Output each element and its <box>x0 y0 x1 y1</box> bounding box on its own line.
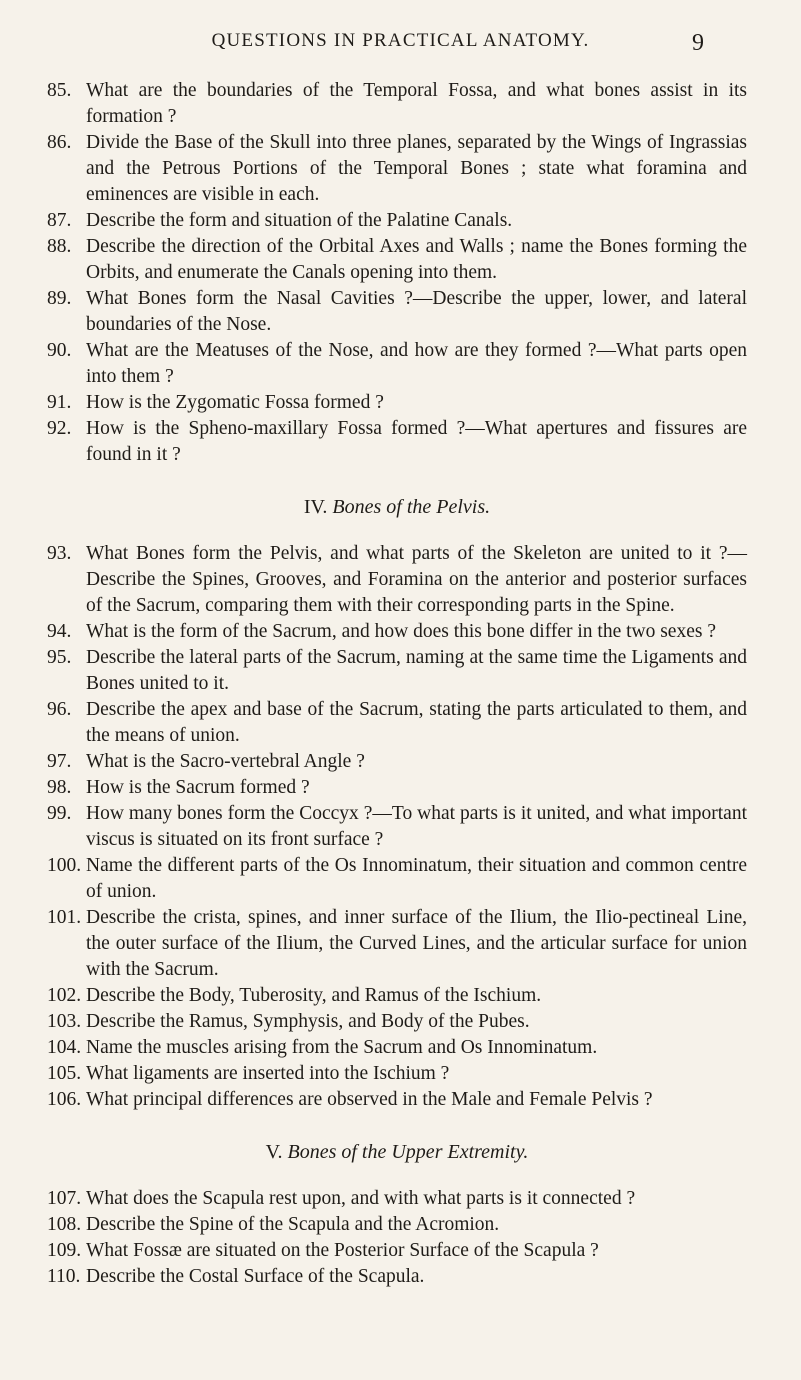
question-text: What Bones form the Nasal Cavities ?—Describe the upper, lower, and lateral boundaries of the Nose. <box>86 288 747 335</box>
question-text: Divide the Base of the Skull into three planes, separated by the Wings of Ingrassias and the Petrous Portions of the Temporal Bones ; state what foramina and eminences are visible in each. <box>86 132 747 205</box>
question-list-pelvis <box>47 541 747 1113</box>
section-numeral: V. <box>265 1141 283 1163</box>
question-number: 92. <box>47 418 72 439</box>
question-text: Describe the Spine of the Scapula and the Acromion. <box>86 1214 500 1235</box>
question-number: 103. <box>47 1011 82 1032</box>
question-93 <box>47 541 747 619</box>
question-text: What does the Scapula rest upon, and with what parts is it connected ? <box>86 1188 636 1209</box>
question-89 <box>47 286 747 338</box>
question-text: Describe the Ramus, Symphysis, and Body of the Pubes. <box>86 1011 530 1032</box>
question-text: Name the different parts of the Os Innominatum, their situation and common centre of union. <box>86 855 747 902</box>
question-103 <box>47 1009 747 1035</box>
question-number: 107. <box>47 1188 82 1209</box>
question-100 <box>47 853 747 905</box>
question-110 <box>47 1264 747 1290</box>
question-number: 89. <box>47 288 72 309</box>
question-list-skull <box>47 78 747 468</box>
running-title: QUESTIONS IN PRACTICAL ANATOMY. <box>211 30 590 51</box>
question-number: 104. <box>47 1037 82 1058</box>
question-number: 91. <box>47 392 72 413</box>
question-text: How is the Zygomatic Fossa formed ? <box>86 392 384 413</box>
question-85 <box>47 78 747 130</box>
question-96 <box>47 697 747 749</box>
question-86 <box>47 130 747 208</box>
question-number: 99. <box>47 803 72 824</box>
question-text: Describe the direction of the Orbital Axes and Walls ; name the Bones forming the Orbits, and enumerate the Canals opening into them. <box>86 236 747 283</box>
question-text: Describe the crista, spines, and inner surface of the Ilium, the Ilio-pectineal Line, the outer surface of the Ilium, the Curved Lines, and the articular surface for union with the Sacrum. <box>86 907 747 980</box>
question-number: 93. <box>47 543 72 564</box>
question-92 <box>47 416 747 468</box>
section-heading-pelvis <box>47 496 747 519</box>
question-text: Describe the Body, Tuberosity, and Ramus of the Ischium. <box>86 985 542 1006</box>
question-text: How is the Sacrum formed ? <box>86 777 310 798</box>
question-text: How many bones form the Coccyx ?—To what parts is it united, and what important viscus is situated on its front surface ? <box>86 803 747 850</box>
page-number: 9 <box>692 30 704 56</box>
question-text: Describe the form and situation of the Palatine Canals. <box>86 210 513 231</box>
question-text: What is the Sacro-vertebral Angle ? <box>86 751 365 772</box>
question-list-upper-extremity <box>47 1186 747 1290</box>
question-number: 100. <box>47 855 82 876</box>
question-text: What Fossæ are situated on the Posterior Surface of the Scapula ? <box>86 1240 599 1261</box>
question-99 <box>47 801 747 853</box>
question-number: 98. <box>47 777 72 798</box>
question-number: 102. <box>47 985 82 1006</box>
question-number: 105. <box>47 1063 82 1084</box>
question-88 <box>47 234 747 286</box>
section-heading-upper-extremity <box>47 1141 747 1164</box>
section-numeral: IV. <box>303 496 328 518</box>
question-109 <box>47 1238 747 1264</box>
question-90 <box>47 338 747 390</box>
question-text: What are the boundaries of the Temporal Fossa, and what bones assist in its formation ? <box>86 80 747 127</box>
question-number: 90. <box>47 340 72 361</box>
question-102 <box>47 983 747 1009</box>
question-101 <box>47 905 747 983</box>
question-number: 106. <box>47 1089 82 1110</box>
question-97 <box>47 749 747 775</box>
question-text: What Bones form the Pelvis, and what parts of the Skeleton are united to it ?—Describe the Spines, Grooves, and Foramina on the anterior and posterior surfaces of the Sacrum, comparing them with their corresponding parts in the Spine. <box>86 543 747 616</box>
question-number: 109. <box>47 1240 82 1261</box>
question-number: 87. <box>47 210 72 231</box>
question-number: 108. <box>47 1214 82 1235</box>
question-107 <box>47 1186 747 1212</box>
question-87 <box>47 208 747 234</box>
question-108 <box>47 1212 747 1238</box>
page-body <box>47 78 747 1290</box>
question-number: 94. <box>47 621 72 642</box>
question-number: 86. <box>47 132 72 153</box>
question-105 <box>47 1061 747 1087</box>
question-text: Describe the lateral parts of the Sacrum, naming at the same time the Ligaments and Bones united to it. <box>86 647 747 694</box>
question-number: 88. <box>47 236 72 257</box>
question-106 <box>47 1087 747 1113</box>
question-text: Name the muscles arising from the Sacrum and Os Innominatum. <box>86 1037 598 1058</box>
question-text: Describe the Costal Surface of the Scapula. <box>86 1266 425 1287</box>
question-number: 101. <box>47 907 82 928</box>
question-text: What principal differences are observed in the Male and Female Pelvis ? <box>86 1089 653 1110</box>
question-number: 85. <box>47 80 72 101</box>
question-104 <box>47 1035 747 1061</box>
section-title: Bones of the Upper Extremity. <box>287 1141 529 1163</box>
question-98 <box>47 775 747 801</box>
question-number: 95. <box>47 647 72 668</box>
question-94 <box>47 619 747 645</box>
question-text: Describe the apex and base of the Sacrum, stating the parts articulated to them, and the means of union. <box>86 699 747 746</box>
question-text: What ligaments are inserted into the Ischium ? <box>86 1063 450 1084</box>
question-number: 96. <box>47 699 72 720</box>
question-text: What are the Meatuses of the Nose, and how are they formed ?—What parts open into them ? <box>86 340 747 387</box>
section-title: Bones of the Pelvis. <box>332 496 491 518</box>
question-text: How is the Spheno-maxillary Fossa formed ?—What apertures and fissures are found in it ? <box>86 418 747 465</box>
question-text: What is the form of the Sacrum, and how does this bone differ in the two sexes ? <box>86 621 716 642</box>
question-number: 110. <box>47 1266 81 1287</box>
question-number: 97. <box>47 751 72 772</box>
question-91 <box>47 390 747 416</box>
running-head <box>0 30 801 60</box>
question-95 <box>47 645 747 697</box>
